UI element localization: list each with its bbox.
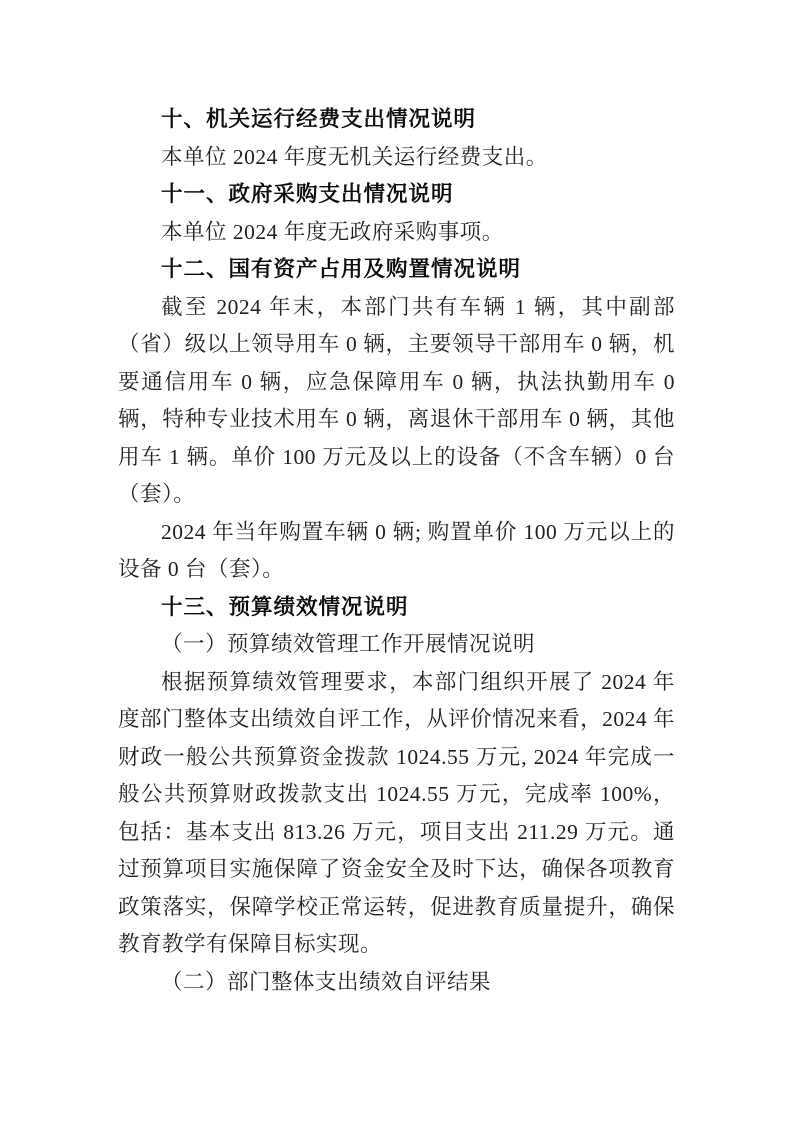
- body-paragraph: 根据预算绩效管理要求，本部门组织开展了 2024 年度部门整体支出绩效自评工作，从评价情况来看，2024 年财政一般公共预算资金拨款 1024.55 万元, 2024 年完成一般公共预算财政拨款支出 1024.55 万元，完成率 100%，包括：基本支出 813.26 万元，项目支出 211.29 万元。通过预算项目实施保障了资金安全及时下达，确保各项教育政策落实，保障学校正常运转，促进教育质量提升，确保教育教学有保障目标实现。: [118, 669, 675, 956]
- section-subheading: （二）部门整体支出绩效自评结果: [161, 969, 492, 994]
- section-heading: 十一、政府采购支出情况说明: [161, 182, 454, 206]
- section-heading: 十、机关运行经费支出情况说明: [161, 107, 477, 131]
- section-heading: 十三、预算绩效情况说明: [161, 594, 409, 619]
- body-paragraph: 截至 2024 年末，本部门共有车辆 1 辆，其中副部（省）级以上领导用车 0 辆，主要领导干部用车 0 辆，机要通信用车 0 辆，应急保障用车 0 辆，执法执勤用车 0 辆，特种专业技术用车 0 辆，离退休干部用车 0 辆，其他用车 1 辆。单价 100 万元及以上的设备（不含车辆）0 台（套）。: [118, 294, 675, 506]
- body-paragraph: 本单位 2024 年度无政府采购事项。: [161, 219, 504, 244]
- section-subheading: （一）预算绩效管理工作开展情况说明: [161, 632, 536, 656]
- body-paragraph: 本单位 2024 年度无机关运行经费支出。: [161, 144, 548, 169]
- body-paragraph: 2024 年当年购置车辆 0 辆; 购置单价 100 万元以上的设备 0 台（套）。: [118, 519, 675, 581]
- section-heading: 十二、国有资产占用及购置情况说明: [161, 257, 522, 281]
- document-content: [118, 101, 675, 1001]
